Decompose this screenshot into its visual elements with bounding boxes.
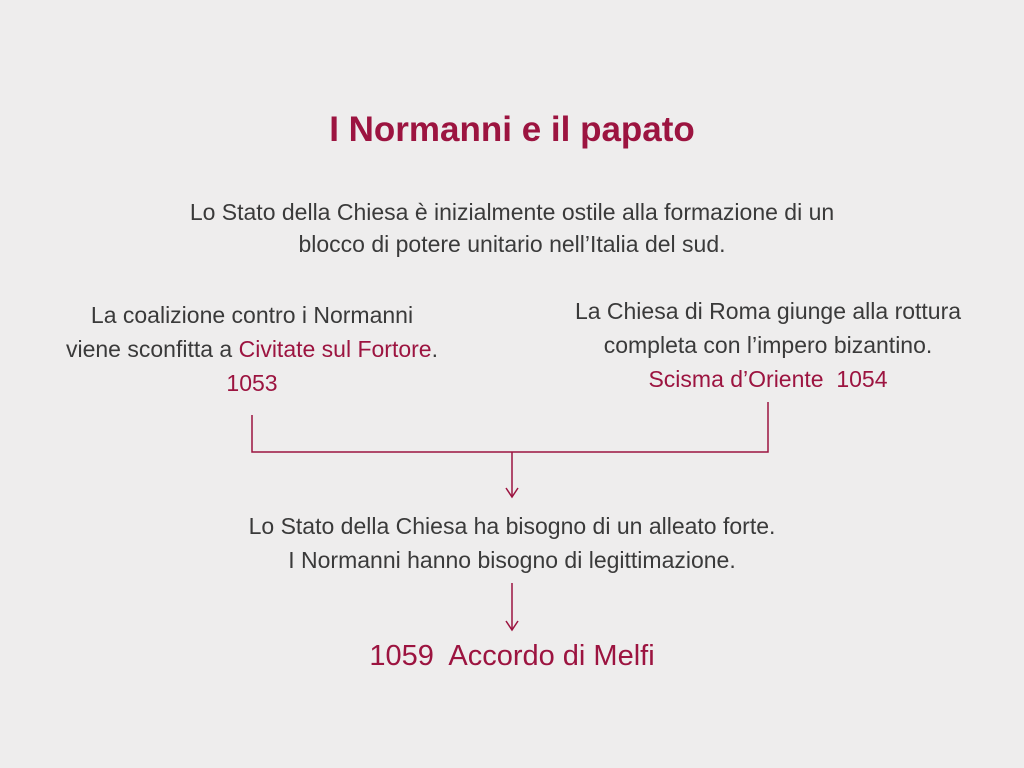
left-line-1: La coalizione contro i Normanni — [90, 302, 414, 328]
intro-line-2: blocco di potere unitario nell’Italia del sud. — [298, 231, 726, 257]
conclusion-text: 1059 Accordo di Melfi — [369, 640, 655, 672]
left-connector — [252, 415, 512, 452]
battle-location: Civitate sul Fortore — [238, 336, 432, 362]
left-line-2-suffix: . — [431, 336, 438, 362]
right-connector — [512, 402, 768, 452]
right-line-1: La Chiesa di Roma giunge alla rottura — [574, 298, 962, 324]
schism-label: Scisma d’Oriente 1054 — [648, 366, 888, 392]
slide-title: I Normanni e il papato — [329, 110, 695, 149]
left-year: 1053 — [226, 370, 278, 396]
mid-line-1: Lo Stato della Chiesa ha bisogno di un alleato forte. — [248, 513, 776, 539]
mid-line-2: I Normanni hanno bisogno di legittimazione. — [288, 547, 736, 573]
left-line-2-prefix: viene sconfitta a — [65, 336, 239, 362]
intro-line-1: Lo Stato della Chiesa è inizialmente ostile alla formazione di un — [189, 199, 835, 225]
right-line-2: completa con l’impero bizantino. — [603, 332, 933, 358]
mutual-need-box — [0, 509, 1024, 577]
